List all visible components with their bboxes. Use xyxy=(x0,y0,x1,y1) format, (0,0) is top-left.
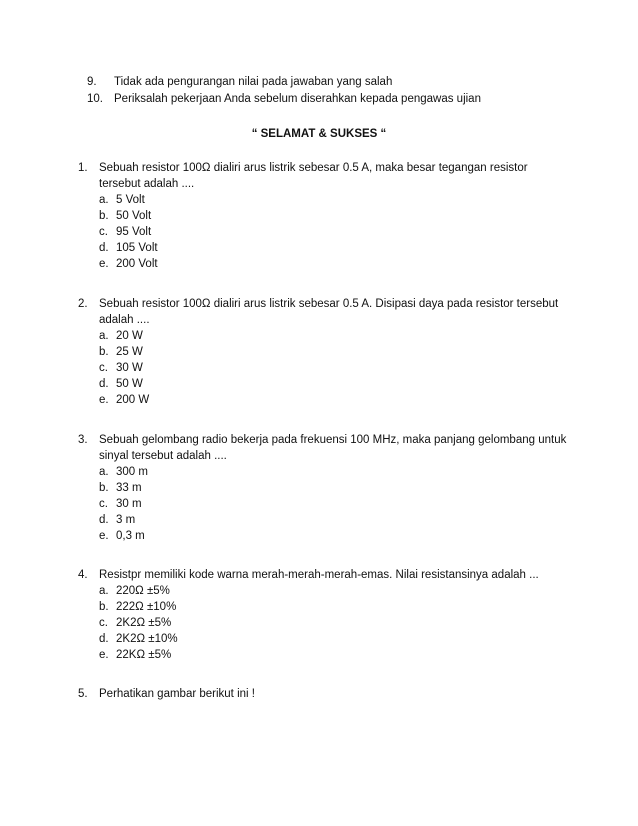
option-b[interactable] xyxy=(99,480,578,496)
option-a[interactable] xyxy=(99,192,578,208)
option-letter: b. xyxy=(99,482,109,494)
option-b[interactable] xyxy=(99,208,578,224)
option-text: 200 W xyxy=(116,394,150,406)
option-text: 200 Volt xyxy=(116,258,158,270)
rule-item xyxy=(87,74,481,91)
option-letter: e. xyxy=(99,258,109,270)
rules-list xyxy=(87,74,481,108)
option-letter: b. xyxy=(99,346,109,358)
option-text: 30 W xyxy=(116,362,143,374)
option-letter: c. xyxy=(99,617,108,629)
option-letter: a. xyxy=(99,194,109,206)
option-text: 95 Volt xyxy=(116,226,152,238)
rule-item xyxy=(87,91,481,108)
option-letter: d. xyxy=(99,633,109,645)
option-a[interactable] xyxy=(99,464,578,480)
option-letter: e. xyxy=(99,530,109,542)
option-text: 30 m xyxy=(116,498,142,510)
option-letter: d. xyxy=(99,242,109,254)
option-text: 22KΩ ±5% xyxy=(116,649,172,661)
option-d[interactable] xyxy=(99,240,578,256)
option-d[interactable] xyxy=(99,376,578,392)
option-text: 220Ω ±5% xyxy=(116,585,170,597)
option-c[interactable] xyxy=(99,496,578,512)
option-text: 2K2Ω ±10% xyxy=(116,633,178,645)
option-e[interactable] xyxy=(99,392,578,408)
option-c[interactable] xyxy=(99,224,578,240)
option-b[interactable] xyxy=(99,599,578,615)
option-e[interactable] xyxy=(99,528,578,544)
rule-text: Periksalah pekerjaan Anda sebelum diserahkan kepada pengawas ujian xyxy=(114,93,481,105)
option-text: 3 m xyxy=(116,514,136,526)
option-text: 222Ω ±10% xyxy=(116,601,177,613)
question-number: 4. xyxy=(78,569,88,581)
option-letter: e. xyxy=(99,394,109,406)
option-letter: d. xyxy=(99,378,109,390)
option-text: 50 Volt xyxy=(116,210,152,222)
question-number: 5. xyxy=(78,688,88,700)
option-letter: c. xyxy=(99,362,108,374)
question-text: Perhatikan gambar berikut ini ! xyxy=(99,688,255,700)
option-letter: a. xyxy=(99,466,109,478)
option-d[interactable] xyxy=(99,631,578,647)
question-number: 2. xyxy=(78,298,88,310)
rule-number: 9. xyxy=(87,76,97,88)
option-e[interactable] xyxy=(99,647,578,663)
question-5 xyxy=(78,686,578,703)
question-text: Sebuah resistor 100Ω dialiri arus listrik sebesar 0.5 A. Disipasi daya pada resistor tersebut adalah .... xyxy=(99,298,559,326)
option-text: 2K2Ω ±5% xyxy=(116,617,172,629)
option-text: 5 Volt xyxy=(116,194,145,206)
option-letter: d. xyxy=(99,514,109,526)
option-letter: e. xyxy=(99,649,109,661)
option-letter: b. xyxy=(99,601,109,613)
option-text: 105 Volt xyxy=(116,242,158,254)
option-a[interactable] xyxy=(99,583,578,599)
option-text: 300 m xyxy=(116,466,148,478)
option-a[interactable] xyxy=(99,328,578,344)
option-d[interactable] xyxy=(99,512,578,528)
question-number: 3. xyxy=(78,434,88,446)
option-e[interactable] xyxy=(99,256,578,272)
motto-heading: “ SELAMAT & SUKSES “ xyxy=(251,128,387,140)
option-text: 25 W xyxy=(116,346,143,358)
question-4 xyxy=(78,567,578,663)
option-c[interactable] xyxy=(99,615,578,631)
rule-text: Tidak ada pengurangan nilai pada jawaban yang salah xyxy=(114,76,393,88)
option-c[interactable] xyxy=(99,360,578,376)
option-letter: c. xyxy=(99,226,108,238)
option-text: 0,3 m xyxy=(116,530,145,542)
question-3 xyxy=(78,432,578,544)
rule-number: 10. xyxy=(87,93,103,105)
option-letter: a. xyxy=(99,330,109,342)
option-text: 20 W xyxy=(116,330,143,342)
question-2 xyxy=(78,296,578,408)
question-text: Resistpr memiliki kode warna merah-merah-merah-emas. Nilai resistansinya adalah ... xyxy=(99,569,539,581)
question-text: Sebuah resistor 100Ω dialiri arus listrik sebesar 0.5 A, maka besar tegangan resistor tersebut adalah .... xyxy=(99,162,528,190)
question-number: 1. xyxy=(78,162,88,174)
option-text: 50 W xyxy=(116,378,143,390)
option-b[interactable] xyxy=(99,344,578,360)
question-1 xyxy=(78,160,578,272)
option-letter: c. xyxy=(99,498,108,510)
option-letter: a. xyxy=(99,585,109,597)
question-text: Sebuah gelombang radio bekerja pada frekuensi 100 MHz, maka panjang gelombang untuk sinyal tersebut adalah .... xyxy=(99,434,567,462)
option-text: 33 m xyxy=(116,482,142,494)
option-letter: b. xyxy=(99,210,109,222)
